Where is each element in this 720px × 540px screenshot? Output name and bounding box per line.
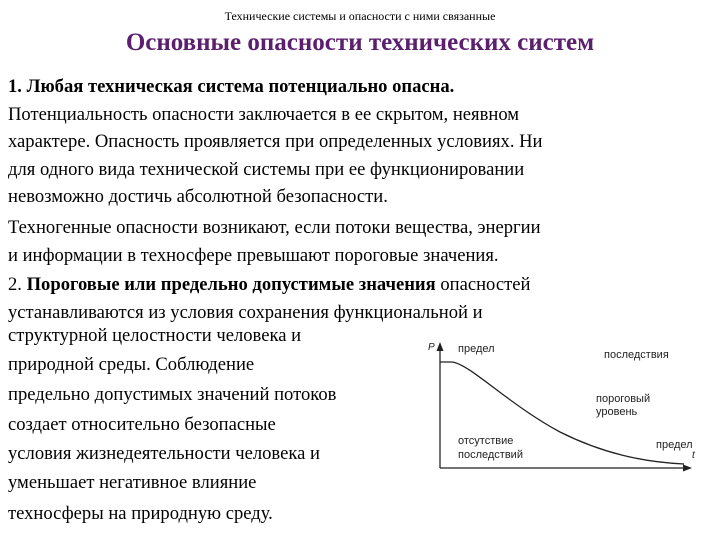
body-line: уменьшает негативное влияние	[8, 472, 257, 493]
body-line: устанавливаются из условия сохранения функциональной и	[8, 302, 483, 323]
body-line: техносферы на природную среду.	[8, 503, 273, 524]
body-line: природной среды. Соблюдение	[8, 354, 255, 375]
threshold-diagram	[420, 330, 710, 480]
x-axis-label: t	[692, 450, 695, 461]
body-line: Техногенные опасности возникают, если потоки вещества, энергии	[8, 217, 541, 238]
body-line: невозможно достичь абсолютной безопасности.	[8, 186, 388, 207]
y-axis-arrow	[437, 342, 444, 351]
body-line: и информации в техносфере превышают пороговые значения.	[8, 245, 499, 266]
body-line: структурной целостности человека и	[8, 325, 302, 346]
slide-title: Основные опасности технических систем	[125, 29, 595, 56]
consequences-label: последствия	[604, 349, 669, 361]
x-axis-arrow	[683, 465, 692, 472]
no-consequences-label-2: последствий	[458, 449, 523, 461]
slide-header: Технические системы и опасности с ними связанные	[224, 9, 496, 23]
threshold-label-2: уровень	[596, 406, 638, 418]
point-2-heading: 2. Пороговые или предельно допустимые значения опасностей	[8, 274, 531, 295]
body-line: предельно допустимых значений потоков	[8, 384, 337, 405]
limit-right-label: предел	[656, 439, 693, 451]
no-consequences-label-1: отсутствие	[458, 435, 514, 447]
threshold-label-1: пороговый	[596, 393, 651, 405]
y-axis-label: P	[428, 342, 435, 353]
body-line: создает относительно безопасные	[8, 414, 276, 435]
body-line: Потенциальность опасности заключается в ее скрытом, неявном	[8, 104, 520, 125]
limit-top-label: предел	[458, 343, 495, 355]
body-line: для одного вида технической системы при ее функционировании	[8, 159, 525, 180]
body-line: условия жизнедеятельности человека и	[8, 443, 320, 464]
body-line: характере. Опасность проявляется при определенных условиях. Ни	[8, 131, 543, 152]
point-1-heading: 1. Любая техническая система потенциально опасна.	[8, 76, 455, 97]
